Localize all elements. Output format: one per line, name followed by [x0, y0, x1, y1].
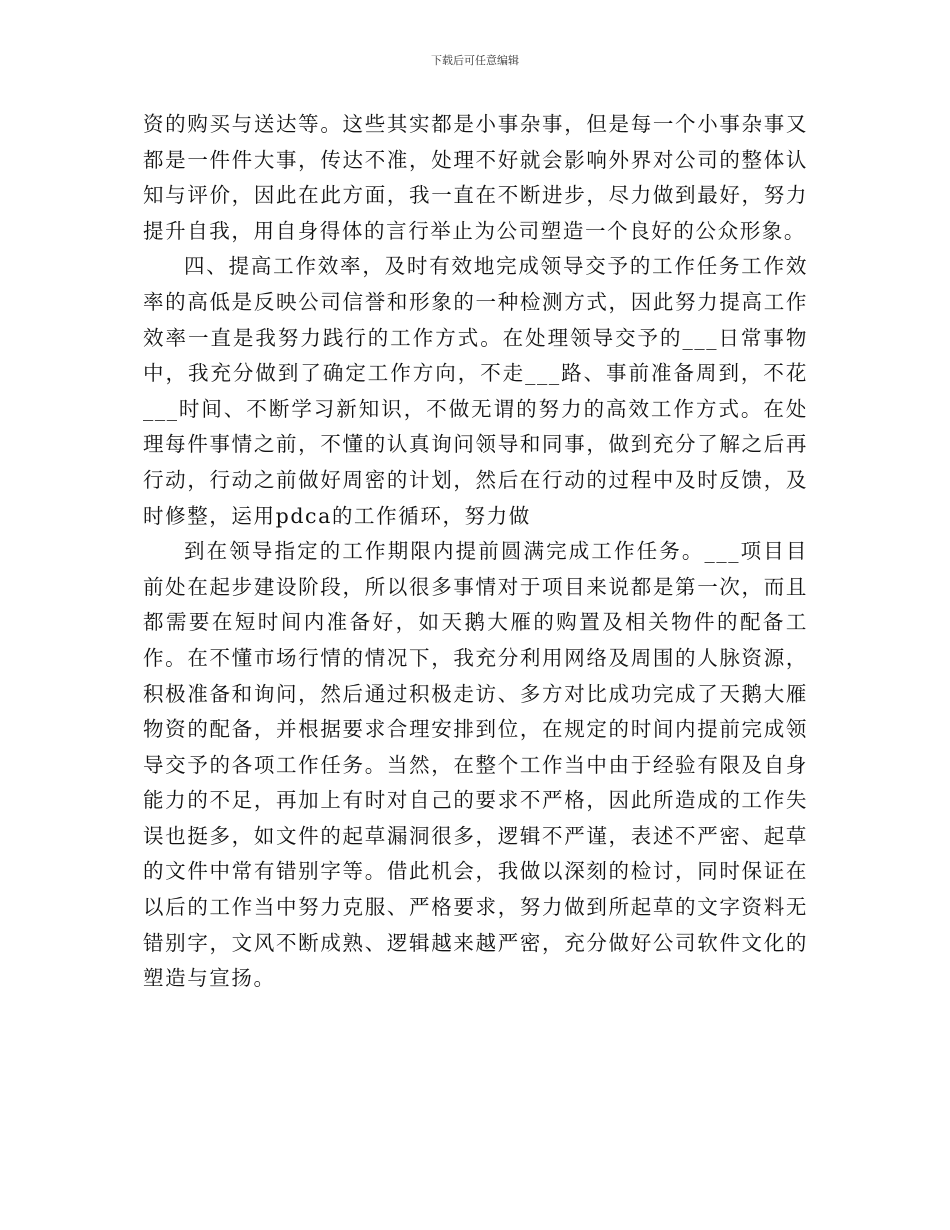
- paragraph-project: 到在领导指定的工作期限内提前圆满完成工作任务。___项目目前处在起步建设阶段，所以很多事情对于项目来说都是第一次，而且都需要在短时间内准备好，如天鹅大雁的购置及相关物件的配备工作。在不懂市场行情的情况下，我充分利用网络及周围的人脉资源，积极准备和询问，然后通过积极走访、多方对比成功完成了天鹅大雁物资的配备，并根据要求合理安排到位，在规定的时间内提前完成领导交予的各项工作任务。当然，在整个工作当中由于经验有限及自身能力的不足，再加上有时对自己的要求不严格，因此所造成的工作失误也挺多，如文件的起草漏洞很多，逻辑不严谨，表述不严密、起草的文件中常有错别字等。借此机会，我做以深刻的检讨，同时保证在以后的工作当中努力克服、严格要求，努力做到所起草的文字资料无错别字，文风不断成熟、逻辑越来越严密，充分做好公司软件文化的塑造与宣扬。: [143, 539, 808, 991]
- paragraph-efficiency: 四、提高工作效率，及时有效地完成领导交予的工作任务工作效率的高低是反映公司信誉和形象的一种检测方式，因此努力提高工作效率一直是我努力践行的工作方式。在处理领导交予的___日常事物中，我充分做到了确定工作方向，不走___路、事前准备周到，不花___时间、不断学习新知识，不做无谓的努力的高效工作方式。在处理每件事情之前，不懂的认真询问领导和同事，做到充分了解之后再行动，行动之前做好周密的计划，然后在行动的过程中及时反馈，及时修整，运用pdca的工作循环，努力做: [143, 254, 808, 528]
- document-body: [143, 107, 808, 997]
- page-header: 下载后可任意编辑: [431, 54, 519, 67]
- paragraph-continuation: 资的购买与送达等。这些其实都是小事杂事，但是每一个小事杂事又都是一件件大事，传达不准，处理不好就会影响外界对公司的整体认知与评价，因此在此方面，我一直在不断进步，尽力做到最好，努力提升自我，用自身得体的言行举止为公司塑造一个良好的公众形象。: [143, 112, 808, 243]
